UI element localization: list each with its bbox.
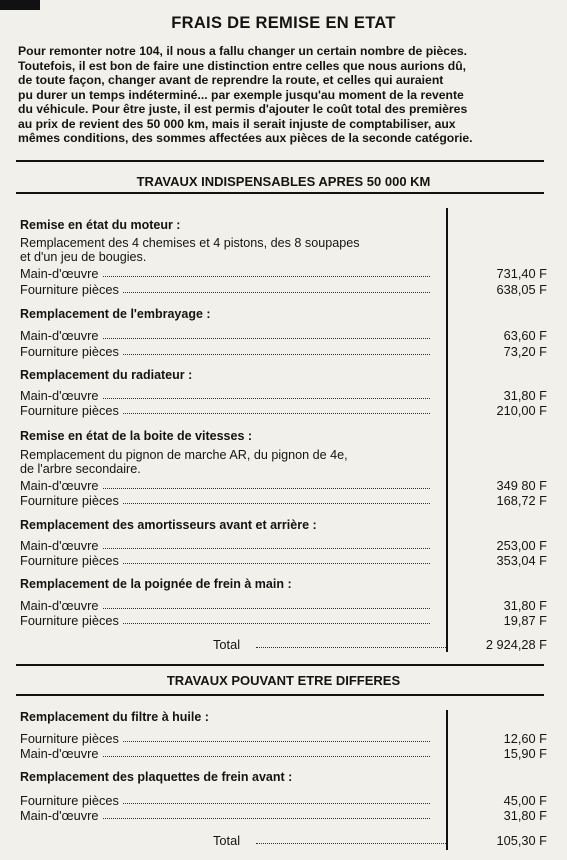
total-amount: 2 924,28 F	[485, 637, 547, 652]
item-label: Main-d'œuvre	[20, 266, 102, 281]
line-item	[20, 328, 547, 343]
total-row	[20, 637, 547, 652]
page-title: FRAIS DE REMISE EN ETAT	[171, 14, 396, 32]
item-amount: 31,80 F	[503, 388, 547, 403]
line-item	[20, 478, 547, 493]
intro-line: mêmes conditions, des sommes affectées aux pièces de la seconde catégorie.	[18, 131, 473, 145]
group-heading: Remplacement de l'embrayage :	[20, 307, 211, 321]
item-amount: 168,72 F	[496, 493, 547, 508]
section1-title: TRAVAUX INDISPENSABLES APRES 50 000 KM	[136, 174, 431, 189]
line-item	[20, 282, 547, 297]
item-label: Fourniture pièces	[20, 613, 122, 628]
item-label: Fourniture pièces	[20, 793, 122, 808]
item-amount: 353,04 F	[496, 553, 547, 568]
intro-paragraph	[18, 44, 550, 146]
line-item	[20, 808, 547, 823]
line-item	[20, 553, 547, 568]
line-item	[20, 493, 547, 508]
item-label: Fourniture pièces	[20, 553, 122, 568]
item-amount: 210,00 F	[496, 403, 547, 418]
item-amount: 31,80 F	[503, 808, 547, 823]
item-amount: 638,05 F	[496, 282, 547, 297]
item-label: Main-d'œuvre	[20, 598, 102, 613]
intro-line: du véhicule. Pour être juste, il est permis d'ajouter le coût total des premières	[18, 102, 468, 116]
group-heading: Remplacement du radiateur :	[20, 368, 193, 382]
section-rule	[16, 160, 544, 162]
intro-line: de toute façon, changer avant de reprendre la route, et celles qui auraient	[18, 73, 444, 87]
line-item	[20, 598, 547, 613]
item-amount: 31,80 F	[503, 598, 547, 613]
item-amount: 45,00 F	[503, 793, 547, 808]
item-amount: 731,40 F	[496, 266, 547, 281]
line-item	[20, 746, 547, 761]
section-rule	[16, 192, 544, 194]
section-rule	[16, 664, 544, 666]
line-item	[20, 388, 547, 403]
group-heading: Remplacement des amortisseurs avant et arrière :	[20, 518, 317, 532]
item-label: Main-d'œuvre	[20, 808, 102, 823]
item-amount: 63,60 F	[503, 328, 547, 343]
item-label: Main-d'œuvre	[20, 538, 102, 553]
item-label: Main-d'œuvre	[20, 328, 102, 343]
line-item	[20, 793, 547, 808]
item-label: Fourniture pièces	[20, 493, 122, 508]
item-amount: 73,20 F	[503, 344, 547, 359]
item-label: Main-d'œuvre	[20, 478, 102, 493]
corner-mark	[0, 0, 40, 10]
item-label: Fourniture pièces	[20, 731, 122, 746]
section2-title: TRAVAUX POUVANT ETRE DIFFERES	[166, 673, 401, 688]
line-item	[20, 538, 547, 553]
intro-line: au prix de revient des 50 000 km, mais il serait injuste de comptabiliser, aux	[18, 116, 456, 131]
intro-line: pu durer un temps indéterminé... par exemple jusqu'au moment de la revente	[18, 87, 464, 102]
group-heading: Remplacement du filtre à huile :	[20, 710, 209, 724]
item-amount: 349 80 F	[496, 478, 547, 493]
line-item	[20, 403, 547, 418]
section-rule	[16, 694, 544, 696]
line-item	[20, 344, 547, 359]
item-label: Fourniture pièces	[20, 344, 122, 359]
item-label: Main-d'œuvre	[20, 388, 102, 403]
line-item	[20, 613, 547, 628]
line-item	[20, 731, 547, 746]
group-heading: Remise en état de la boite de vitesses :	[20, 429, 253, 443]
item-amount: 15,90 F	[503, 746, 547, 761]
line-item	[20, 266, 547, 281]
item-label: Fourniture pièces	[20, 282, 122, 297]
group-description: Remplacement des 4 chemises et 4 pistons, des 8 soupapes et d'un jeu de bougies.	[20, 236, 360, 264]
group-heading: Remplacement de la poignée de frein à main :	[20, 577, 292, 591]
total-amount: 105,30 F	[496, 833, 547, 848]
item-label: Fourniture pièces	[20, 403, 122, 418]
total-label: Total	[210, 833, 243, 848]
total-row	[20, 833, 547, 848]
group-heading: Remise en état du moteur :	[20, 218, 181, 232]
item-amount: 12,60 F	[503, 731, 547, 746]
intro-line: Toutefois, il est bon de faire une distinction entre celles que nous aurions dû,	[18, 58, 467, 73]
total-label: Total	[210, 637, 243, 652]
item-label: Main-d'œuvre	[20, 746, 102, 761]
intro-line: Pour remonter notre 104, il nous a fallu changer un certain nombre de pièces.	[18, 44, 468, 58]
group-heading: Remplacement des plaquettes de frein avant :	[20, 770, 293, 784]
item-amount: 253,00 F	[496, 538, 547, 553]
item-amount: 19,87 F	[503, 613, 547, 628]
group-description: Remplacement du pignon de marche AR, du pignon de 4e, de l'arbre secondaire.	[20, 448, 348, 476]
